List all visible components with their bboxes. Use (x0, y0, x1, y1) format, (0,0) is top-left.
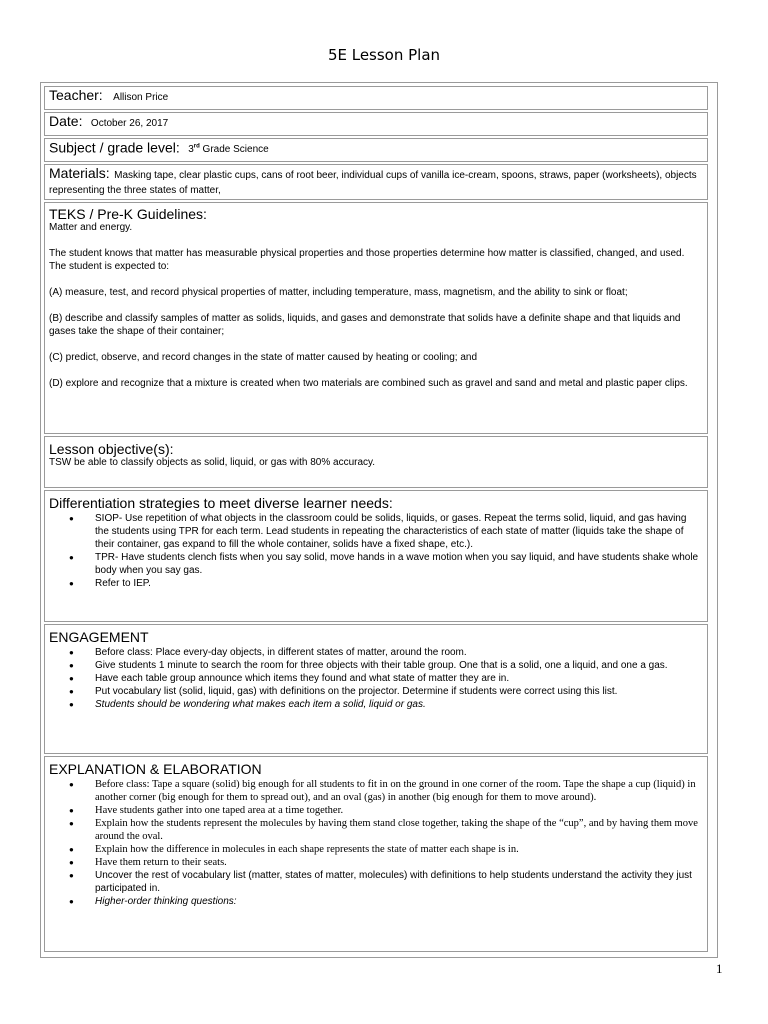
list-item: ● Have each table group announce which items they found and what state of matter they are in. (95, 672, 703, 685)
subject-label: Subject / grade level: (49, 139, 180, 156)
page-number: 1 (716, 961, 723, 976)
teks-heading: TEKS / Pre-K Guidelines: (49, 206, 207, 222)
materials-row (44, 164, 708, 200)
teks-knows: The student knows that matter has measurable physical properties and those properties determine how matter is classified, changed, and used. The student is expected to: (49, 248, 685, 272)
list-item: ● Before class: Place every-day objects, in different states of matter, around the room. (95, 646, 703, 659)
list-item: ● TPR- Have students clench fists when you say solid, move hands in a wave motion when you say liquid, and have students shake whole body when you say gas. (95, 551, 703, 577)
list-item: ● Put vocabulary list (solid, liquid, gas) with definitions on the projector. Determine if students were correct using this list. (95, 685, 703, 698)
date-row (44, 112, 708, 136)
objective-section (44, 436, 708, 488)
list-item: ● Have them return to their seats. (95, 856, 703, 869)
materials-value: Masking tape, clear plastic cups, cans of root beer, individual cups of vanilla ice-cream, spoons, straws, paper (worksheets), objects representing the three states of matter, (49, 170, 697, 196)
list-item: ● Explain how the students represent the molecules by having them stand close together, taking the shape of the “cup”, and by having them move around the oval. (95, 817, 703, 843)
objective-text: TSW be able to classify objects as solid, liquid, or gas with 80% accuracy. (49, 457, 376, 468)
teks-item-d: (D) explore and recognize that a mixture is created when two materials are combined such as gravel and sand and metal and plastic paper clips. (49, 378, 688, 389)
list-item: ● Students should be wondering what makes each item a solid, liquid or gas. (95, 698, 703, 711)
engagement-section (44, 624, 708, 754)
teks-item-c: (C) predict, observe, and record changes in the state of matter caused by heating or cooling; and (49, 352, 478, 363)
explanation-heading: EXPLANATION & ELABORATION (49, 761, 262, 777)
explanation-list (49, 778, 703, 908)
list-item: ● Explain how the difference in molecules in each shape represents the state of matter each shape is in. (95, 843, 703, 856)
list-item: ● Have students gather into one taped area at a time together. (95, 804, 703, 817)
list-item: ● Refer to IEP. (95, 577, 703, 590)
teks-item-b: (B) describe and classify samples of matter as solids, liquids, and gases and demonstrate that solids have a definite shape and that liquids and gases take the shape of their container; (49, 313, 681, 337)
differentiation-section (44, 490, 708, 622)
materials-label: Materials: (49, 165, 110, 181)
teks-section (44, 202, 708, 434)
list-item: ● Before class: Tape a square (solid) big enough for all students to fit in on the ground in one corner of the room. Tape the shape a cup (liquid) in another corner (big enough for them to spread out), and an oval (gas) in another (big enough for them to move around). (95, 778, 703, 804)
differentiation-heading: Differentiation strategies to meet diverse learner needs: (49, 495, 393, 511)
teks-item-a: (A) measure, test, and record physical properties of matter, including temperature, mass, magnetism, and the ability to sink or float; (49, 287, 628, 298)
teacher-label: Teacher: (49, 87, 103, 103)
teks-intro: Matter and energy. (49, 222, 133, 233)
date-label: Date: (49, 113, 83, 129)
list-item: ● Uncover the rest of vocabulary list (matter, states of matter, molecules) with definitions to help students understand the activity they just participated in. (95, 869, 703, 895)
subject-row (44, 138, 708, 162)
list-item: ● Higher-order thinking questions: (95, 895, 703, 908)
subject-value: 3rd Grade Science (188, 144, 269, 156)
teacher-value: Allison Price (113, 92, 169, 103)
teacher-row (44, 86, 708, 110)
date-value: October 26, 2017 (90, 118, 169, 129)
engagement-heading: ENGAGEMENT (49, 629, 149, 645)
explanation-section (44, 756, 708, 952)
list-item: ● Give students 1 minute to search the room for three objects with their table group. One that is a solid, one a liquid, and one a gas. (95, 659, 703, 672)
objective-heading: Lesson objective(s): (49, 441, 174, 457)
document-title: 5E Lesson Plan (327, 46, 441, 64)
list-item: ● SIOP- Use repetition of what objects in the classroom could be solids, liquids, or gases. Repeat the terms solid, liquid, and gas having the students using TPR for each term. Lead students in repeating the characteristics of each state of matter (liquids take the shape of their container, gas expand to fill the whole container, solids have a fixed shape, etc.). (95, 512, 703, 551)
engagement-list (49, 646, 703, 711)
differentiation-list (49, 512, 703, 590)
